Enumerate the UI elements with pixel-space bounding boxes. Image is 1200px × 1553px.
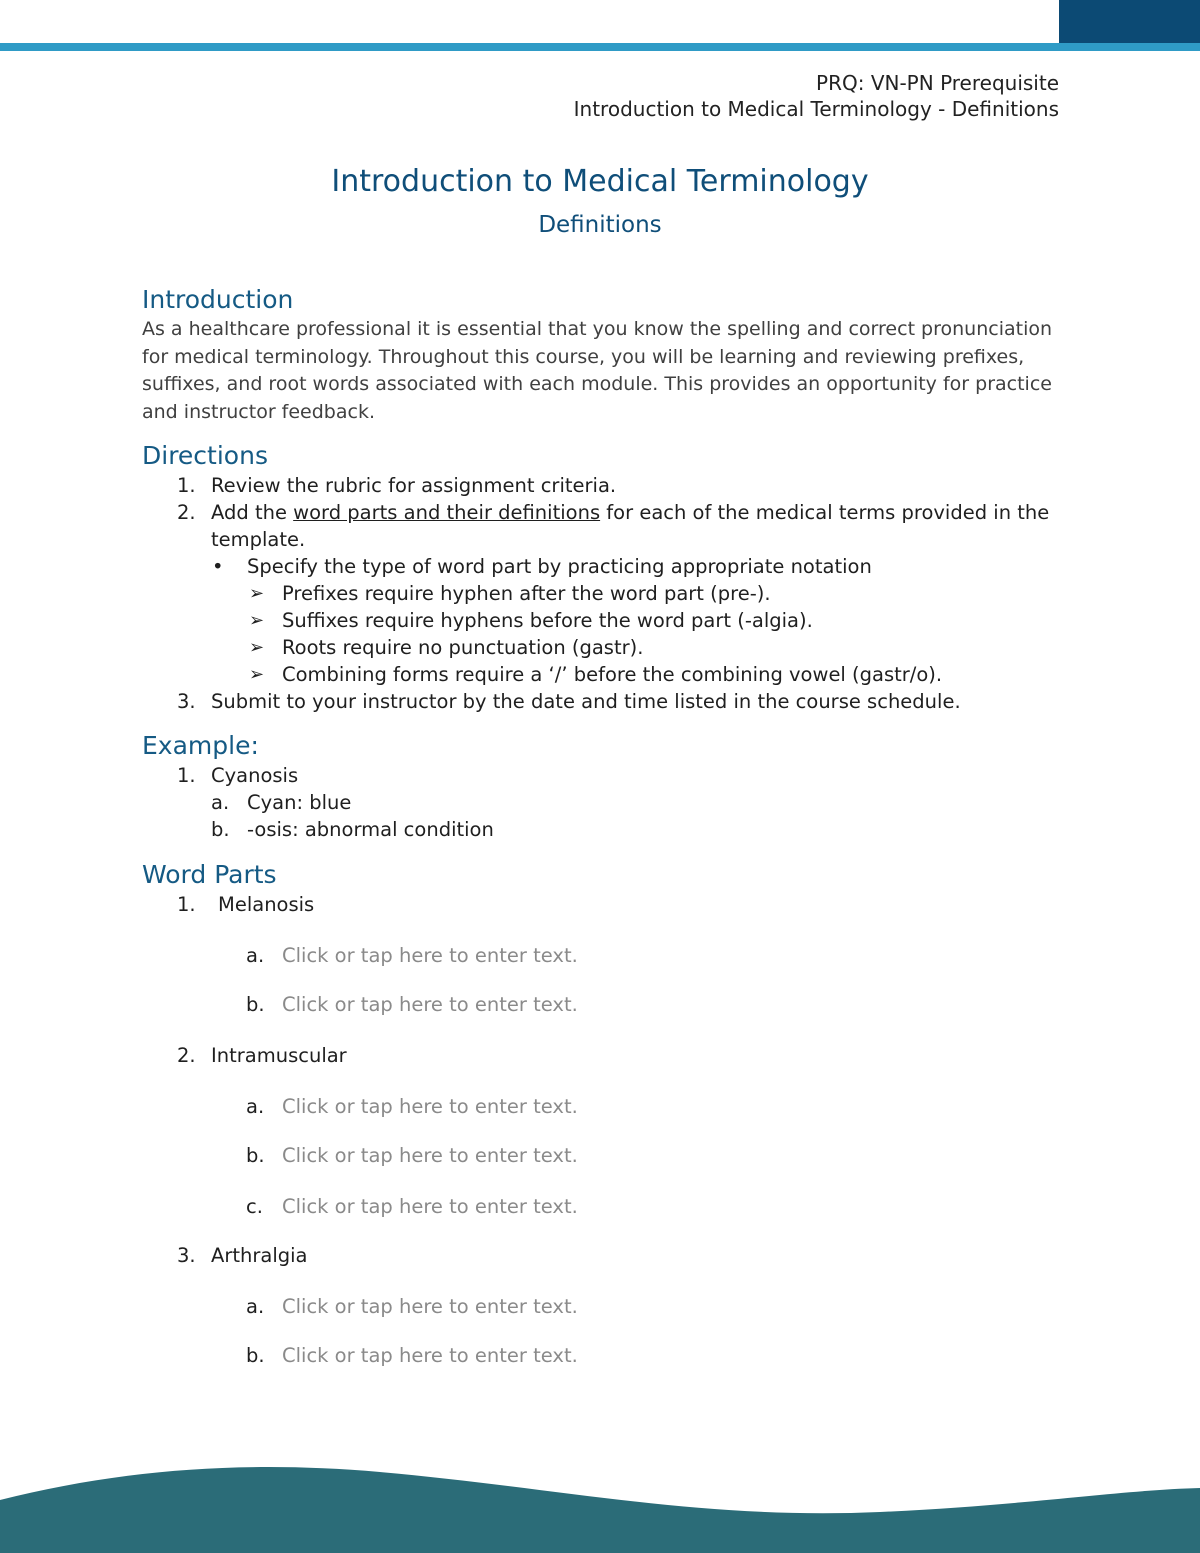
bullet-dot-icon: • (212, 555, 224, 578)
example-heading: Example: (142, 731, 259, 760)
notation-note: ➢ Roots require no punctuation (gastr). (249, 636, 644, 659)
entry-field-1b: b. Click or tap here to enter text. (246, 993, 578, 1016)
arrow-bullet-icon: ➢ (249, 664, 265, 685)
word-parts-heading: Word Parts (142, 860, 277, 889)
notation-note: ➢ Prefixes require hyphen after the word part (pre-). (249, 582, 771, 605)
arrow-bullet-icon: ➢ (249, 610, 265, 631)
directions-list (142, 472, 1062, 715)
text-entry-placeholder[interactable]: Click or tap here to enter text. (282, 1095, 578, 1118)
text-entry-placeholder[interactable]: Click or tap here to enter text. (282, 993, 578, 1016)
text-entry-placeholder[interactable]: Click or tap here to enter text. (282, 1144, 578, 1167)
entry-field-1a: a. Click or tap here to enter text. (246, 944, 578, 967)
page-subtitle: Definitions (538, 212, 662, 238)
introduction-text: As a healthcare professional it is essential that you know the spelling and correct pronunciation for medical terminology. Throughout this course, you will be learning and reviewing prefixes, suffixes, and root words associated with each module. This provides an opportunity for practice and instructor feedback. (142, 318, 1053, 423)
directions-bullet: • Specify the type of word part by practicing appropriate notation (212, 555, 872, 578)
word-term-2: 2. Intramuscular (177, 1044, 347, 1067)
directions-step-3: 3. Submit to your instructor by the date and time listed in the course schedule. (177, 690, 961, 713)
word-parts-list (142, 891, 1062, 1369)
arrow-bullet-icon: ➢ (249, 583, 265, 604)
entry-field-3a: a. Click or tap here to enter text. (246, 1295, 578, 1318)
header-accent-band (0, 43, 1200, 51)
arrow-bullet-icon: ➢ (249, 637, 265, 658)
page-title: Introduction to Medical Terminology (331, 164, 869, 199)
example-part: b. -osis: abnormal condition (211, 818, 494, 841)
example-term: 1. Cyanosis (177, 764, 299, 787)
header-document-name: Introduction to Medical Terminology - Definitions (573, 97, 1059, 121)
entry-field-2b: b. Click or tap here to enter text. (246, 1144, 578, 1167)
directions-step-2: 2. Add the word parts and their definitions for each of the medical terms provided in the template. (177, 501, 1050, 551)
introduction-heading: Introduction (142, 285, 294, 314)
word-term-1: 1. Melanosis (177, 893, 315, 916)
footer-wave (0, 1440, 1200, 1553)
header-corner-block (1059, 0, 1200, 43)
entry-field-3b: b. Click or tap here to enter text. (246, 1344, 578, 1367)
document-body (142, 284, 1062, 1369)
directions-heading: Directions (142, 441, 268, 470)
notation-note: ➢ Suffixes require hyphens before the word part (-algia). (249, 609, 813, 632)
entry-field-2a: a. Click or tap here to enter text. (246, 1095, 578, 1118)
notation-note: ➢ Combining forms require a ‘/’ before the combining vowel (gastr/o). (249, 663, 943, 686)
header-course: PRQ: VN-PN Prerequisite (816, 71, 1059, 95)
example-part: a. Cyan: blue (211, 791, 352, 814)
directions-step-1: 1. Review the rubric for assignment criteria. (177, 474, 617, 497)
example-list (142, 762, 1062, 843)
word-parts-link[interactable]: word parts and their definitions (293, 501, 601, 524)
document-header (574, 70, 1059, 122)
text-entry-placeholder[interactable]: Click or tap here to enter text. (282, 1195, 578, 1218)
text-entry-placeholder[interactable]: Click or tap here to enter text. (282, 944, 578, 967)
text-entry-placeholder[interactable]: Click or tap here to enter text. (282, 1295, 578, 1318)
text-entry-placeholder[interactable]: Click or tap here to enter text. (282, 1344, 578, 1367)
word-term-3: 3. Arthralgia (177, 1244, 308, 1267)
entry-field-2c: c. Click or tap here to enter text. (246, 1195, 578, 1218)
